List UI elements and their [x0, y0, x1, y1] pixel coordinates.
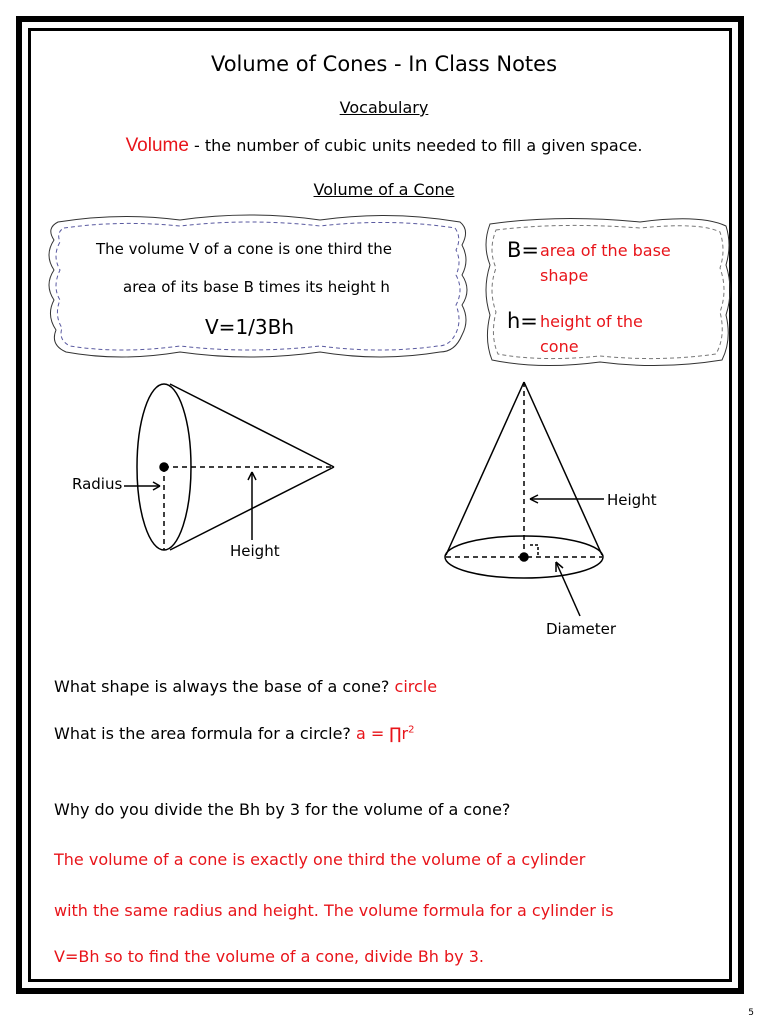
height-label-right: Height: [607, 491, 657, 509]
question-1: [54, 677, 437, 696]
variable-b-meaning-1: area of the base: [540, 241, 671, 260]
right-angle-mark: [530, 545, 538, 557]
question-2: [54, 724, 414, 743]
answer-2-exponent: 2: [408, 724, 415, 736]
variable-h-meaning-1: height of the: [540, 312, 643, 331]
cone-side-right: [524, 382, 602, 555]
answer-1: circle: [394, 677, 438, 696]
height-label-left: Height: [230, 542, 280, 560]
definition-term: Volume: [125, 135, 189, 156]
variable-h-meaning-2: cone: [540, 337, 579, 356]
rule-line-1: The volume V of a cone is one third the: [96, 240, 392, 258]
volume-formula: V=1/3Bh: [205, 315, 295, 339]
answer-3-line-1: The volume of a cone is exactly one third the volume of a cylinder: [54, 850, 586, 869]
answer-2: a = ∏r: [356, 724, 409, 743]
question-3: Why do you divide the Bh by 3 for the volume of a cone?: [54, 800, 511, 819]
variable-symbol-b: B=: [507, 238, 540, 262]
horizontal-cone-diagram: [124, 384, 334, 550]
cone-side-top: [170, 384, 334, 467]
variable-symbol-h: h=: [507, 309, 538, 333]
answer-3-line-2: with the same radius and height. The volume formula for a cylinder is: [54, 901, 614, 920]
diameter-label: Diameter: [546, 620, 617, 638]
cone-center-dot-left: [160, 463, 168, 471]
rule-line-2: area of its base B times its height h: [123, 278, 390, 296]
page-number: 5: [748, 1008, 754, 1018]
upright-cone-diagram: [445, 382, 604, 616]
definition-text: - the number of cubic units needed to fill a given space.: [188, 136, 643, 155]
cone-side-left: [446, 382, 524, 555]
vocabulary-heading: Vocabulary: [339, 98, 429, 117]
cone-center-dot-right: [520, 553, 528, 561]
question-2-text: What is the area formula for a circle?: [54, 724, 356, 743]
answer-3-line-3: V=Bh so to find the volume of a cone, divide Bh by 3.: [54, 947, 484, 966]
question-1-text: What shape is always the base of a cone?: [54, 677, 395, 696]
radius-label: Radius: [72, 475, 123, 493]
variable-b-meaning-2: shape: [540, 266, 589, 285]
page-title: Volume of Cones - In Class Notes: [210, 52, 558, 76]
section-heading: Volume of a Cone: [313, 180, 455, 199]
diameter-arrow: [556, 562, 580, 616]
